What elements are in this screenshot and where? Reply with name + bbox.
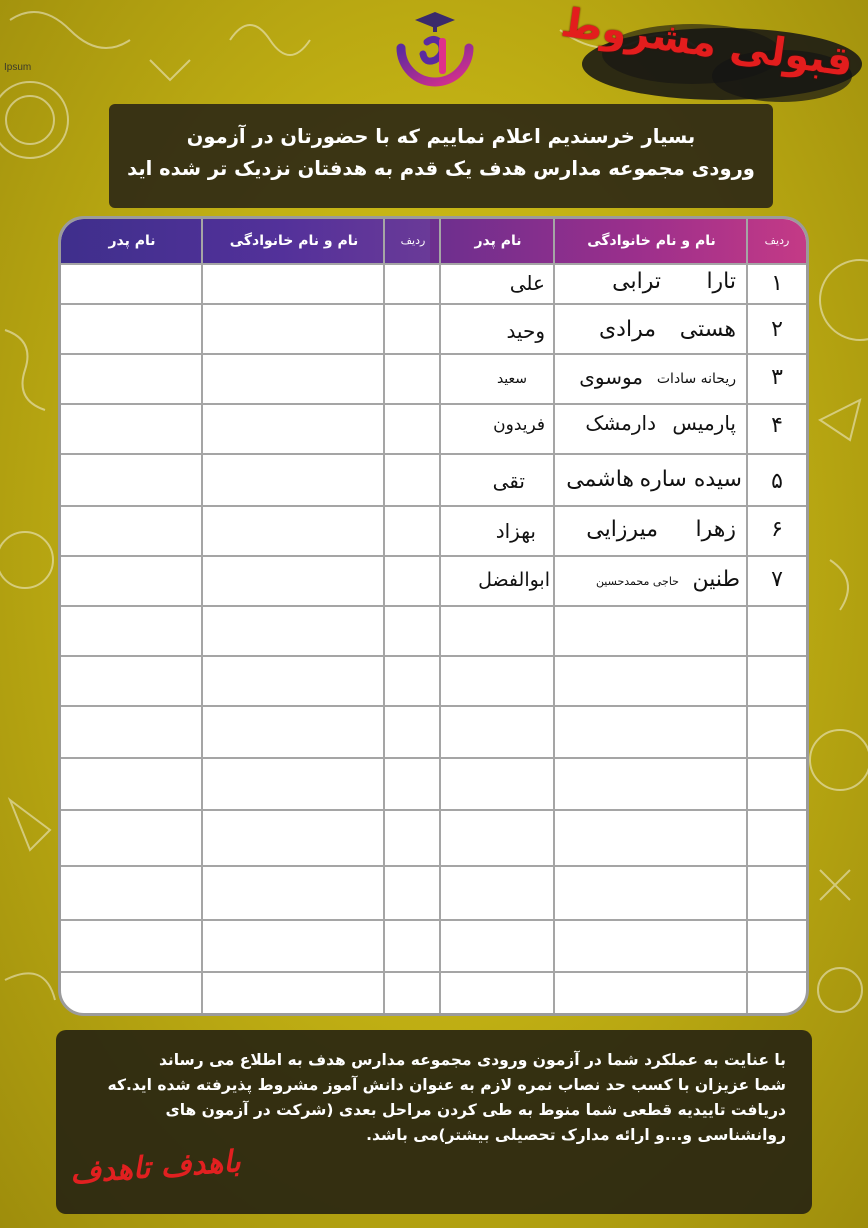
row-sep (61, 453, 806, 455)
row-number: ۵ (771, 469, 783, 494)
row-sep (61, 555, 806, 557)
father-name: فریدون (493, 415, 545, 435)
table-header (61, 219, 806, 263)
footer-line-4: روانشناسی و...و ارائه مدارک تحصیلی بیشتر)می باشد. (366, 1126, 786, 1144)
header-row-label-2: ردیف (400, 234, 426, 247)
row-sep (61, 655, 806, 657)
header-full-name-1: نام و نام خانوادگی (587, 233, 716, 249)
students-table (58, 216, 809, 1016)
father-name: وحید (506, 319, 545, 343)
col-sep (383, 219, 385, 1013)
father-name: ابوالفضل (478, 569, 550, 591)
row-number: ۶ (771, 517, 783, 542)
father-name: تقی (492, 469, 525, 493)
row-sep (61, 757, 806, 759)
student-first-name: سیده ساره (639, 467, 742, 492)
row-sep (61, 971, 806, 973)
col-sep (201, 219, 203, 1013)
row-sep (61, 865, 806, 867)
row-sep (61, 605, 806, 607)
row-sep (61, 809, 806, 811)
col-sep (553, 219, 555, 1013)
header-row-label-1: ردیف (764, 234, 790, 247)
footer-line-2: شما عزیزان با کسب حد نصاب نمره لازم به عنوان دانش آموز مشروط پذیرفته شده اید.که (107, 1076, 786, 1094)
watermark-text: Ipsum (4, 62, 32, 73)
banner-line-2: ورودی مجموعه مدارس هدف یک قدم به هدفتان نزدیک تر شده اید (127, 157, 755, 180)
footer-line-1: با عنایت به عملکرد شما در آزمون ورودی مجموعه مدارس هدف به اطلاع می رساند (158, 1051, 786, 1069)
header-full-name-2: نام و نام خانوادگی (229, 233, 359, 249)
father-name: سعید (496, 371, 527, 387)
col-sep (439, 219, 441, 1013)
student-last-name: مرادی (598, 317, 656, 342)
row-number: ۳ (771, 365, 783, 390)
student-last-name: موسوی (579, 365, 643, 389)
student-first-name: زهرا (695, 517, 736, 542)
signature-slogan: باهدف تاهدف (68, 1144, 242, 1191)
row-number: ۱ (771, 271, 783, 296)
row-number: ۷ (771, 567, 783, 592)
row-sep (61, 505, 806, 507)
father-name: بهزاد (495, 519, 536, 543)
footer-notice (56, 1030, 812, 1214)
student-last-name: دارمشک (585, 411, 656, 435)
row-sep (61, 919, 806, 921)
student-last-name: حاجی محمدحسین (595, 575, 679, 588)
student-first-name: هستی (679, 317, 736, 342)
header-father-2: نام پدر (108, 233, 156, 249)
father-name: علی (509, 271, 545, 295)
student-first-name: تارا (706, 269, 736, 294)
row-number: ۲ (771, 317, 783, 342)
footer-line-3: دریافت تاییدیه قطعی شما منوط به طی کردن مراحل بعدی (شرکت در آزمون های (165, 1101, 786, 1119)
banner-line-1: بسیار خرسندیم اعلام نماییم که با حضورتان در آزمون (186, 125, 696, 148)
conditional-acceptance-stamp: قبولی مشروط (558, 0, 856, 87)
row-sep (61, 263, 806, 265)
student-first-name: طنین (692, 567, 740, 592)
row-sep (61, 705, 806, 707)
row-number: ۴ (771, 413, 783, 438)
banner (109, 104, 773, 208)
row-sep (61, 403, 806, 405)
student-first-name: پارمیس (672, 411, 736, 435)
student-last-name: ترابی (612, 269, 661, 294)
student-last-name: هاشمی (566, 467, 634, 492)
student-first-name: ریحانه سادات (656, 371, 736, 387)
student-last-name: میرزایی (586, 517, 658, 542)
row-sep (61, 353, 806, 355)
school-logo-icon (383, 8, 487, 92)
header-father-1: نام پدر (474, 233, 522, 249)
row-sep (61, 303, 806, 305)
